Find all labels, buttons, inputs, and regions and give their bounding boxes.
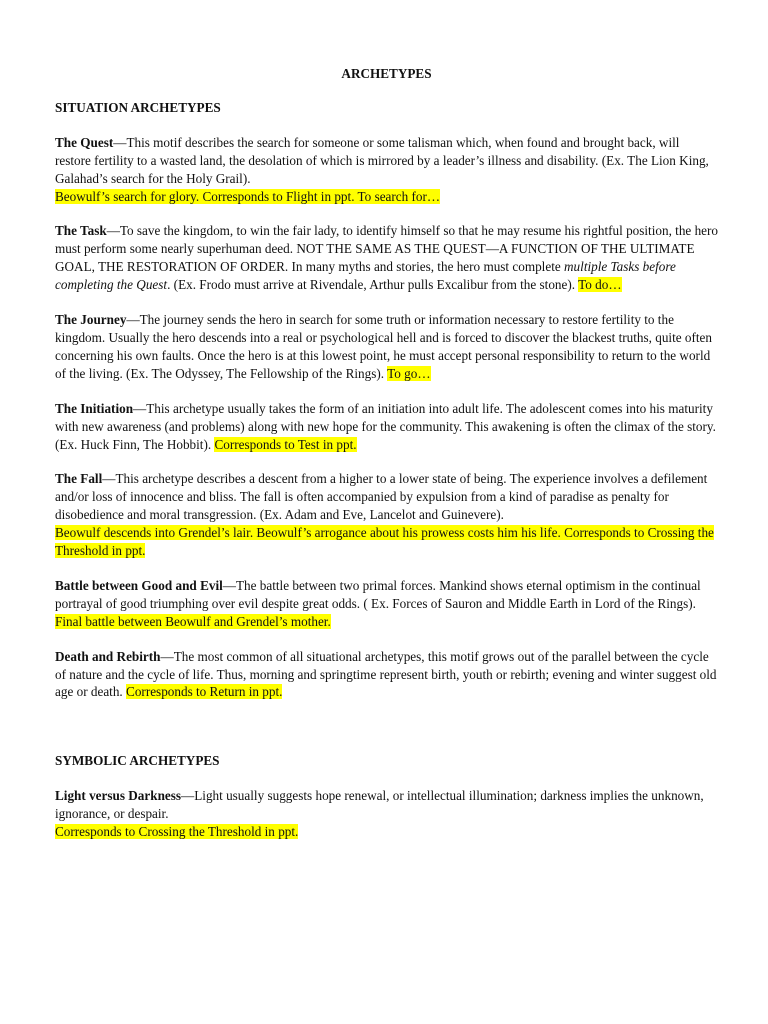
entry-light-term: Light versus Darkness	[55, 788, 182, 804]
entry-initiation-note: Corresponds to Test in ppt.	[214, 436, 357, 452]
entry-battle-text: —The battle between two primal forces. Mankind shows eternal optimism in the continual portrayal of good triumphing over evil despite great odds. ( Ex. Forces of Sauron and Middle Earth in Lord of the Rings).	[55, 577, 701, 611]
entry-initiation	[55, 400, 718, 454]
entry-fall-note: Beowulf descends into Grendel’s lair. Beowulf’s arrogance about his prowess costs him his life. Corresponds to Crossing the Threshold in ppt.	[55, 525, 714, 559]
situation-archetypes-heading: SITUATION ARCHETYPES	[55, 99, 221, 115]
entry-journey-term: The Journey	[55, 312, 127, 328]
entry-fall-text: —This archetype describes a descent from a higher to a lower state of being. The experience involves a defilement and/or loss of innocence and bliss. The fall is often accompanied by expulsion from a kind of paradise as penalty for disobedience and moral transgression. (Ex. Adam and Eve, Lancelot and Guinevere).	[55, 471, 708, 523]
entry-rebirth-text: —The most common of all situational archetypes, this motif grows out of the parallel between the cycle of nature and the cycle of life. Thus, morning and springtime represent birth, youth or rebirth; evening and winter suggest old age or death.	[55, 648, 717, 700]
document-title: ARCHETYPES	[341, 66, 432, 81]
entry-rebirth-body	[55, 648, 718, 702]
entry-battle-term: Battle between Good and Evil	[55, 577, 223, 593]
entry-fall-body	[55, 470, 718, 524]
entry-quest-note-line	[55, 188, 718, 206]
entry-quest-text: —This motif describes the search for someone or some talisman which, when found and brought back, will restore fertility to a wasted land, the desolation of which is mirrored by a leader’s illness and disability. (Ex. The Lion King, Galahad’s search for the Holy Grail).	[55, 134, 709, 186]
entry-battle-body	[55, 577, 718, 613]
entry-journey-text: —The journey sends the hero in search for some truth or information necessary to restore fertility to the kingdom. Usually the hero descends into a real or psychological hell and is forced to discover the blackest truths, quite often concerning his own faults. Once the hero is at this lowest point, he must accept personal responsibility to return to the world of the living. (Ex. The Odyssey, The Fellowship of the Rings).	[55, 312, 712, 381]
entry-task-text-a: —To save the kingdom, to win the fair lady, to identify himself so that he may resume his rightful position, the hero must perform some nearly superhuman deed. NOT THE SAME AS THE QUEST—A FUNCTION OF THE ULTIMATE GOAL, THE RESTORATION OF ORDER. In many myths and stories, the hero must complete	[55, 223, 719, 275]
entry-rebirth-note: Corresponds to Return in ppt.	[126, 684, 283, 700]
entry-light-note-line	[55, 823, 718, 841]
entry-journey-body	[55, 311, 718, 383]
entry-rebirth-term: Death and Rebirth	[55, 648, 161, 664]
entry-light-text: —Light usually suggests hope renewal, or intellectual illumination; darkness implies the unknown, ignorance, or despair.	[55, 788, 704, 822]
entry-initiation-term: The Initiation	[55, 400, 134, 416]
entry-task-text-em: multiple Tasks before completing the Quest	[55, 259, 676, 293]
entry-journey-note: To go…	[387, 365, 431, 381]
entry-battle-note: Final battle between Beowulf and Grendel’s mother.	[55, 613, 331, 629]
entry-quest-note: Beowulf’s search for glory. Corresponds to Flight in ppt. To search for…	[55, 188, 441, 204]
entry-task-body	[55, 222, 718, 294]
entry-quest-term: The Quest	[55, 134, 114, 150]
entry-battle	[55, 577, 718, 631]
entry-initiation-body	[55, 400, 718, 454]
entry-light-body	[55, 787, 718, 823]
symbolic-archetypes-heading: SYMBOLIC ARCHETYPES	[55, 753, 220, 769]
entry-battle-note-line	[55, 613, 718, 631]
entry-light-note: Corresponds to Crossing the Threshold in ppt.	[55, 824, 299, 840]
entry-initiation-text: —This archetype usually takes the form of an initiation into adult life. The adolescent comes into his maturity with new awareness (and problems) along with new hope for the community. This awakening is often the climax of the story. (Ex. Huck Finn, The Hobbit).	[55, 400, 716, 452]
entry-task-text-b: . (Ex. Frodo must arrive at Rivendale, Arthur pulls Excalibur from the stone).	[167, 277, 579, 293]
entry-fall-term: The Fall	[55, 471, 103, 487]
entry-rebirth	[55, 648, 718, 702]
entry-task	[55, 222, 718, 294]
entry-task-note: To do…	[578, 277, 622, 293]
entry-light	[55, 787, 718, 841]
entry-quest-body	[55, 134, 718, 188]
entry-fall	[55, 470, 718, 560]
entry-quest	[55, 134, 718, 206]
entry-task-term: The Task	[55, 223, 107, 239]
entry-journey	[55, 311, 718, 383]
entry-fall-note-line	[55, 524, 718, 560]
